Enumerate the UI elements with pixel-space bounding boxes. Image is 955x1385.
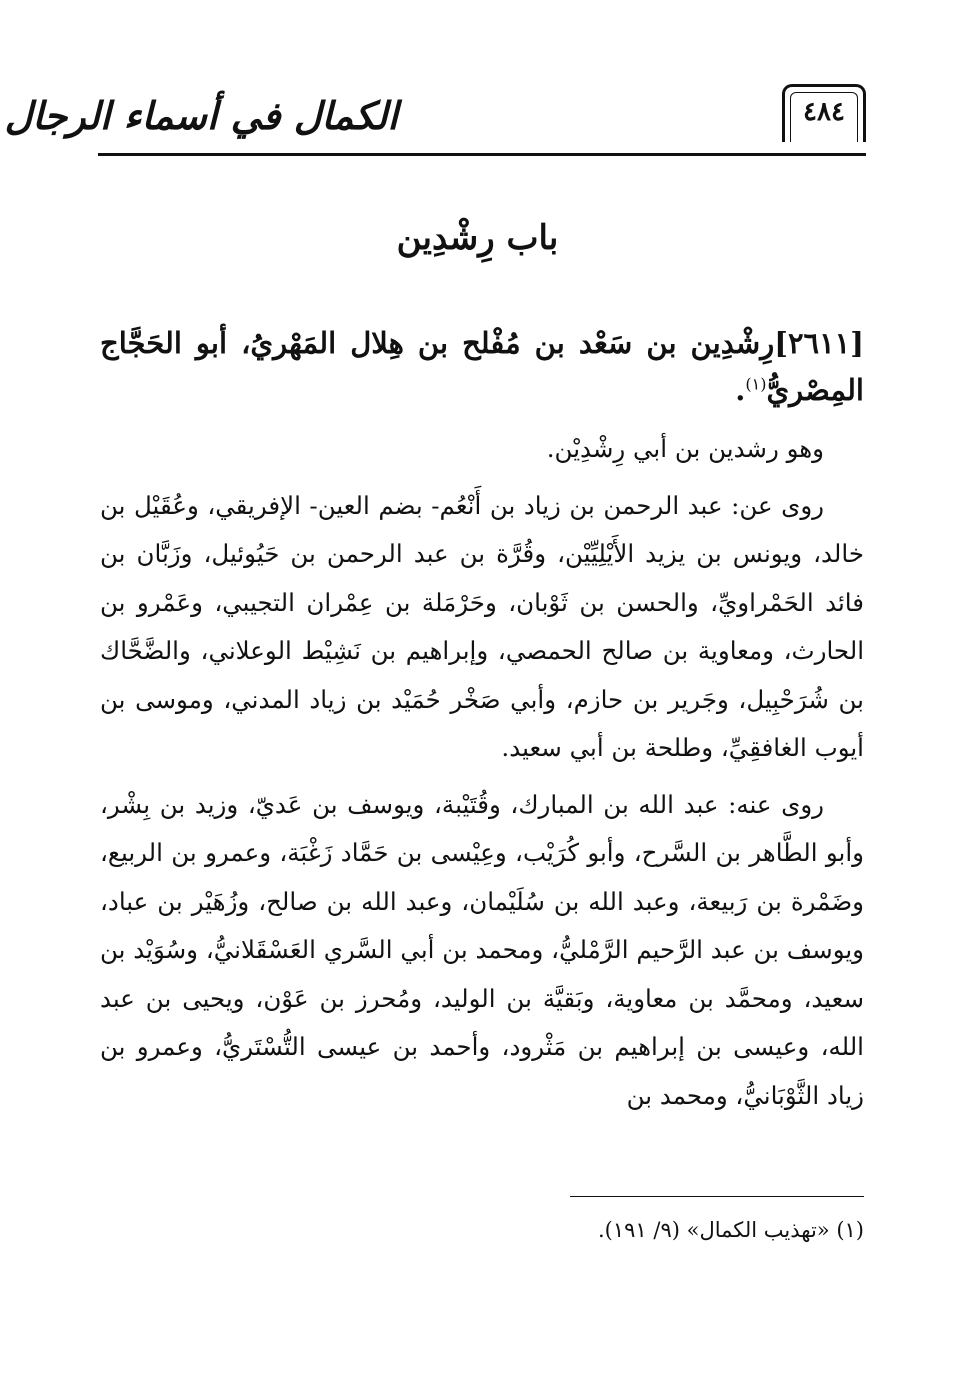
page-number: ٤٨٤ [803,97,845,127]
entry-number: [٢٦١١] [774,326,864,360]
paragraph-narrated-by: روى عنه: عبد الله بن المبارك، وقُتَيْبة، ويوسف بن عَديّ، وزيد بن بِشْر، وأبو الطَّاهر بن السَّرح، وأبو كُرَيْب، وعِيْسى بن حَمَّاد زَغْبَة، وعمرو بن الربيع، وضَمْرة بن رَبيعة، وعبد الله بن سُلَيْمان، وعبد الله بن صالح، وزُهَيْر بن عباد، ويوسف بن عبد الرَّحيم الرَّمْليُّ، ومحمد بن أبي السَّري العَسْقَلانيُّ، وسُوَيْد بن سعيد، ومحمَّد بن معاوية، وبَقيَّة بن الوليد، ومُحرز بن عَوْن، ويحيى بن عبد الله، وعيسى بن إبراهيم بن مَثْرود، وأحمد بن عيسى التُّسْتَريُّ، وعمرو بن زياد الثَّوْبَانيُّ، ومحمد بن [100,789,864,1110]
footnote-reference[interactable]: (١) [745,374,767,394]
header-rule [98,153,866,156]
page-number-frame [782,84,866,142]
entry-body [100,425,864,1128]
running-title: الكمال في أسماء الرجال [4,93,398,138]
page-header [4,84,866,156]
paragraph-alias: وهو رشدين بن أبي رِشْدِيْن. [546,434,824,463]
entry-heading-end: . [735,373,746,407]
entry-name: رِشْدِين بن سَعْد بن مُفْلح بن هِلال المَهْريُ، أبو الحَجَّاج المِصْريُّ [100,326,864,407]
footnote-divider [570,1196,864,1197]
footnote: (١) «تهذيب الكمال» (٩/ ١٩١). [598,1218,864,1242]
entry-heading [100,320,864,414]
paragraph-narrated-from: روى عن: عبد الرحمن بن زياد بن أَنْعُم- بضم العين- الإفريقي، وعُقَيْل بن خالد، ويونس بن يزيد الأَيْلِيِّيْن، وقُرَّة بن عبد الرحمن بن حَيُوئيل، وزَبَّان بن فائد الحَمْراويِّ، والحسن بن ثَوْبان، وحَرْمَلة بن عِمْران التجيبي، وعَمْرو بن الحارث، ومعاوية بن صالح الحمصي، وإبراهيم بن نَشِيْط الوعلاني، والضَّحَّاك بن شُرَحْبِيل، وجَرير بن حازم، وأبي صَخْر حُمَيْد بن زياد المدني، وموسى بن أيوب الغافقِيِّ، وطلحة بن أبي سعيد. [100,490,864,762]
chapter-title: باب رِشْدِين [396,218,559,258]
